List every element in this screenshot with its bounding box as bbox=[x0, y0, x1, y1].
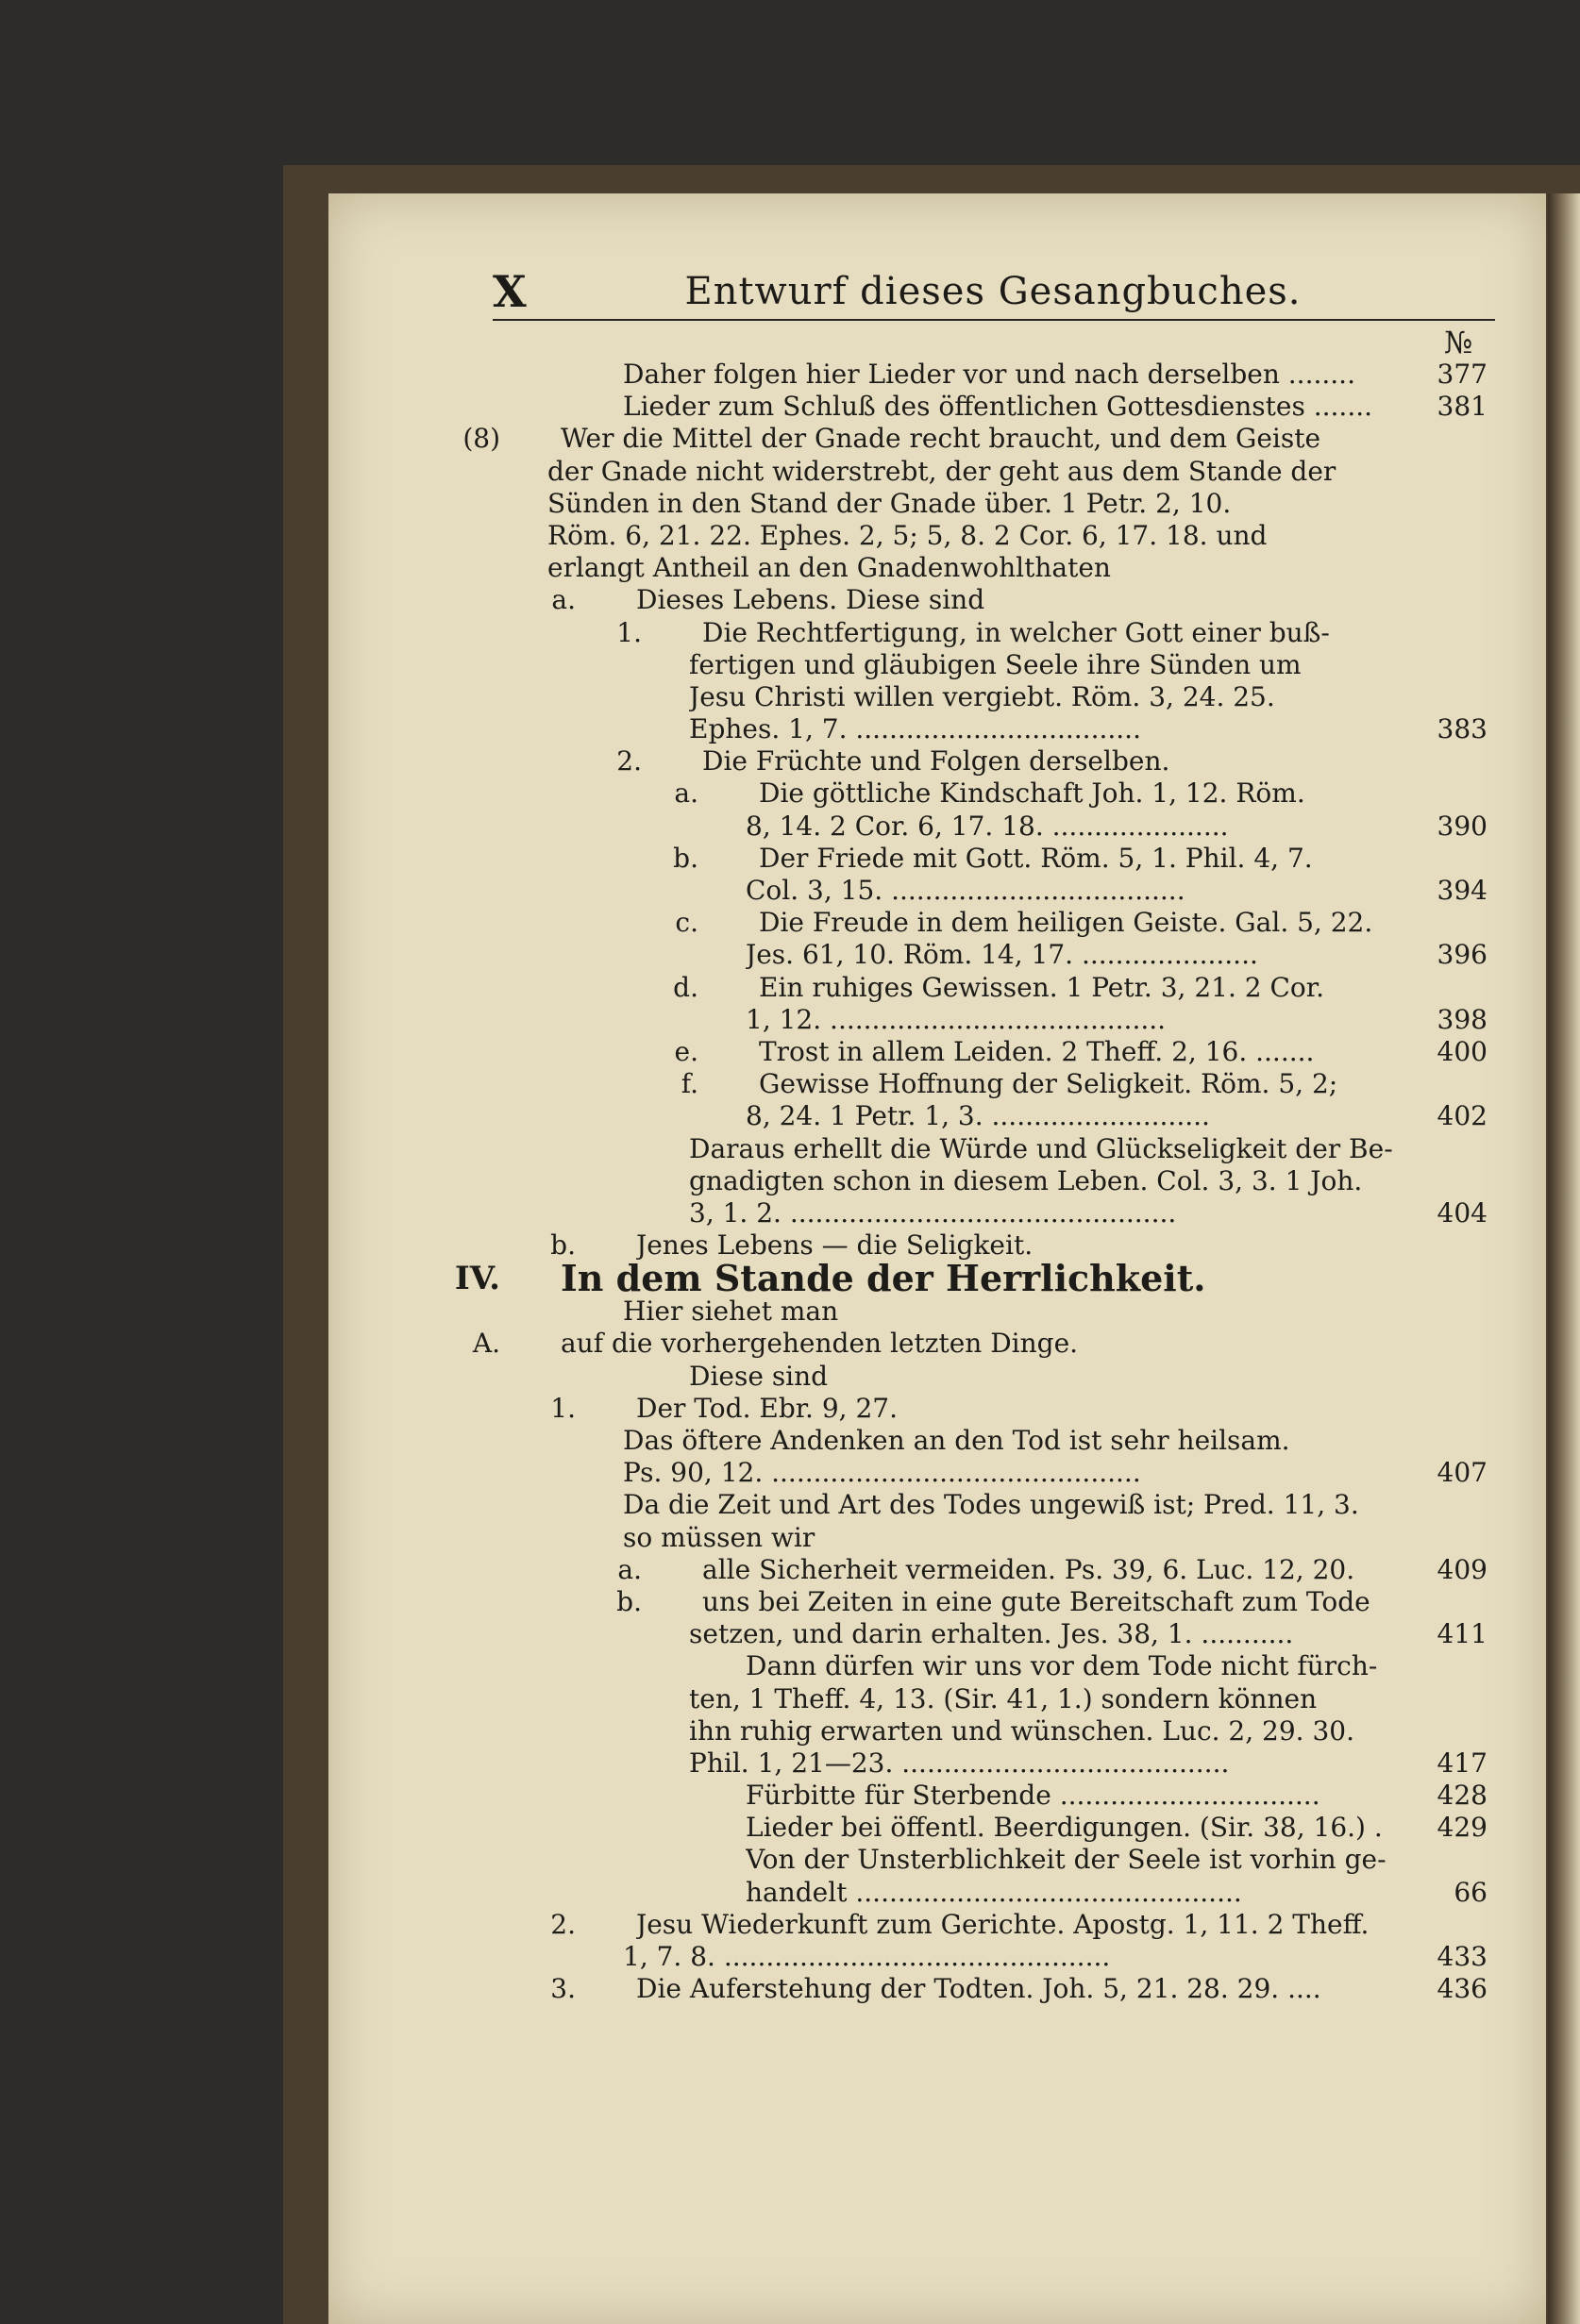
entry-text: Die Freude in dem heiligen Geiste. Gal. 5, 22. bbox=[759, 907, 1373, 939]
hymn-number: 417 bbox=[1437, 1747, 1488, 1779]
toc-line bbox=[510, 359, 1488, 391]
entry-marker: a. bbox=[674, 777, 698, 810]
toc-line bbox=[510, 811, 1488, 843]
hymn-number: 383 bbox=[1437, 713, 1488, 745]
entry-text: so müssen wir bbox=[623, 1521, 815, 1553]
hymn-number: 396 bbox=[1437, 939, 1488, 971]
entry-marker: b. bbox=[673, 842, 698, 874]
toc-line bbox=[510, 939, 1488, 971]
entry-text: Jenes Lebens — die Seligkeit. bbox=[636, 1229, 1034, 1262]
hymn-number: 377 bbox=[1437, 359, 1488, 390]
table-of-contents bbox=[454, 359, 1488, 2005]
toc-line bbox=[510, 520, 1488, 552]
entry-marker: b. bbox=[616, 1585, 642, 1617]
toc-line bbox=[510, 1618, 1488, 1650]
toc-line bbox=[510, 1586, 1488, 1618]
entry-text: Ephes. 1, 7. .................................. bbox=[689, 713, 1141, 745]
entry-text: 1, 12. ........................................ bbox=[746, 1003, 1167, 1035]
toc-line bbox=[510, 1296, 1488, 1328]
entry-text: Diese sind bbox=[689, 1360, 829, 1392]
entry-marker: a. bbox=[551, 584, 576, 616]
header-rule bbox=[493, 319, 1495, 321]
toc-line bbox=[510, 1715, 1488, 1747]
toc-line bbox=[510, 488, 1488, 520]
entry-text: Der Friede mit Gott. Röm. 5, 1. Phil. 4, 7. bbox=[759, 842, 1313, 874]
entry-marker: c. bbox=[675, 907, 698, 939]
entry-text: 1, 7. 8. .............................................. bbox=[623, 1941, 1111, 1972]
entry-marker: 2. bbox=[616, 745, 642, 777]
toc-line bbox=[510, 777, 1488, 810]
toc-line bbox=[510, 713, 1488, 745]
entry-text: Lieder zum Schluß des öffentlichen Gottesdienstes ....... bbox=[623, 391, 1373, 423]
toc-line bbox=[510, 1683, 1488, 1715]
entry-text: Daraus erhellt die Würde und Glückseligkeit der Be- bbox=[689, 1132, 1393, 1164]
entry-text: Von der Unsterblichkeit der Seele ist vorhin ge- bbox=[746, 1844, 1387, 1876]
entry-marker: 1. bbox=[550, 1392, 576, 1424]
toc-line bbox=[510, 649, 1488, 681]
toc-line bbox=[510, 1941, 1488, 1973]
hymn-number: 428 bbox=[1437, 1780, 1488, 1812]
toc-line bbox=[510, 1100, 1488, 1132]
entry-text: Phil. 1, 21—23. ....................................... bbox=[689, 1747, 1230, 1779]
entry-text: Die Auferstehung der Todten. Joh. 5, 21. 28. 29. .... bbox=[636, 1973, 1321, 2005]
toc-line bbox=[510, 456, 1488, 488]
toc-line bbox=[510, 681, 1488, 713]
entry-text: Die Früchte und Folgen derselben. bbox=[702, 745, 1170, 777]
section-heading bbox=[454, 1260, 1488, 1298]
entry-text: Da die Zeit und Art des Todes ungewiß ist; Pred. 11, 3. bbox=[623, 1489, 1359, 1521]
toc-line bbox=[510, 1004, 1488, 1036]
entry-text: der Gnade nicht widerstrebt, der geht aus dem Stande der bbox=[547, 455, 1336, 487]
entry-text: Trost in allem Leiden. 2 Theff. 2, 16. ....... bbox=[759, 1035, 1315, 1067]
page-header bbox=[493, 266, 1493, 323]
toc-line bbox=[510, 391, 1488, 423]
running-title: Entwurf dieses Gesangbuches. bbox=[684, 270, 1302, 313]
toc-line bbox=[510, 1909, 1488, 1941]
entry-text: fertigen und gläubigen Seele ihre Sünden um bbox=[689, 648, 1302, 680]
hymn-number: 402 bbox=[1437, 1100, 1488, 1132]
entry-marker: 3. bbox=[550, 1973, 576, 2005]
hymn-number: 436 bbox=[1437, 1973, 1488, 2005]
hymn-number: 407 bbox=[1437, 1457, 1488, 1489]
toc-line bbox=[510, 584, 1488, 616]
toc-line bbox=[510, 1068, 1488, 1100]
toc-line bbox=[510, 1489, 1488, 1521]
entry-text: Ein ruhiges Gewissen. 1 Petr. 3, 21. 2 Cor. bbox=[759, 971, 1324, 1003]
toc-line bbox=[510, 1844, 1488, 1876]
hymn-number: 398 bbox=[1437, 1003, 1488, 1035]
entry-text: uns bei Zeiten in eine gute Bereitschaft zum Tode bbox=[702, 1585, 1370, 1617]
entry-text: Gewisse Hoffnung der Seligkeit. Röm. 5, 2; bbox=[759, 1068, 1338, 1100]
toc-line bbox=[510, 1554, 1488, 1586]
entry-text: alle Sicherheit vermeiden. Ps. 39, 6. Luc. 12, 20. bbox=[702, 1553, 1355, 1585]
toc-line bbox=[510, 1457, 1488, 1489]
entry-marker: e. bbox=[674, 1035, 698, 1067]
entry-marker: 1. bbox=[616, 616, 642, 648]
entry-text: handelt .............................................. bbox=[746, 1876, 1242, 1908]
entry-text: 8, 14. 2 Cor. 6, 17. 18. ..................... bbox=[746, 810, 1229, 842]
hymn-number: 390 bbox=[1437, 810, 1488, 842]
toc-line bbox=[510, 1229, 1488, 1262]
entry-text: Fürbitte für Sterbende ............................... bbox=[746, 1780, 1320, 1812]
hymn-number: 400 bbox=[1437, 1035, 1488, 1067]
hymn-number: 394 bbox=[1437, 875, 1488, 906]
toc-line bbox=[510, 1197, 1488, 1229]
toc-line bbox=[510, 843, 1488, 875]
entry-text: Die Rechtfertigung, in welcher Gott einer buß- bbox=[702, 616, 1330, 648]
hymn-number: 429 bbox=[1437, 1812, 1488, 1844]
entry-marker: A. bbox=[472, 1328, 500, 1360]
toc-line bbox=[510, 1165, 1488, 1197]
entry-marker: 2. bbox=[550, 1908, 576, 1940]
toc-line bbox=[510, 1133, 1488, 1165]
entry-text: erlangt Antheil an den Gnadenwohlthaten bbox=[547, 552, 1111, 584]
entry-text: setzen, und darin erhalten. Jes. 38, 1. ........... bbox=[689, 1618, 1294, 1650]
toc-line bbox=[510, 1747, 1488, 1780]
toc-line bbox=[510, 875, 1488, 907]
toc-line bbox=[510, 1425, 1488, 1457]
entry-marker: (8) bbox=[462, 423, 500, 455]
hymn-number: 404 bbox=[1437, 1196, 1488, 1229]
page-number: X bbox=[493, 266, 527, 317]
toc-line bbox=[510, 1522, 1488, 1554]
entry-text: Daher folgen hier Lieder vor und nach derselben ........ bbox=[623, 359, 1355, 390]
entry-text: Röm. 6, 21. 22. Ephes. 2, 5; 5, 8. 2 Cor. 6, 17. 18. und bbox=[547, 519, 1268, 551]
entry-text: Ps. 90, 12. ............................................ bbox=[623, 1457, 1141, 1489]
entry-text: Jes. 61, 10. Röm. 14, 17. ..................... bbox=[746, 939, 1258, 971]
toc-line bbox=[462, 423, 1488, 455]
page-gutter bbox=[1548, 193, 1580, 2324]
entry-text: Dieses Lebens. Diese sind bbox=[636, 584, 985, 616]
entry-marker: a. bbox=[617, 1553, 642, 1585]
entry-text: Hier siehet man bbox=[623, 1296, 839, 1328]
toc-line bbox=[510, 1973, 1488, 2005]
entry-text: Sünden in den Stand der Gnade über. 1 Petr. 2, 10. bbox=[547, 487, 1232, 519]
entry-text: ihn ruhig erwarten und wünschen. Luc. 2, 29. 30. bbox=[689, 1714, 1355, 1747]
toc-line bbox=[510, 972, 1488, 1004]
hymn-number: 381 bbox=[1437, 391, 1488, 423]
toc-line bbox=[510, 1650, 1488, 1682]
entry-text: 3, 1. 2. .............................................. bbox=[689, 1196, 1177, 1229]
hymn-number: 409 bbox=[1437, 1553, 1488, 1585]
entry-marker: IV. bbox=[454, 1260, 500, 1298]
toc-line bbox=[510, 552, 1488, 584]
entry-text: In dem Stande der Herrlichkeit. bbox=[561, 1262, 1206, 1296]
toc-line bbox=[510, 617, 1488, 649]
entry-text: Lieder bei öffentl. Beerdigungen. (Sir. 38, 16.) . bbox=[746, 1812, 1383, 1844]
entry-marker: f. bbox=[681, 1068, 698, 1100]
hymn-number: 433 bbox=[1437, 1941, 1488, 1972]
entry-text: Der Tod. Ebr. 9, 27. bbox=[636, 1392, 899, 1424]
toc-line bbox=[472, 1328, 1488, 1360]
entry-text: ten, 1 Theff. 4, 13. (Sir. 41, 1.) sondern können bbox=[689, 1682, 1318, 1714]
toc-line bbox=[510, 1393, 1488, 1425]
entry-text: Jesu Christi willen vergiebt. Röm. 3, 24. 25. bbox=[689, 680, 1275, 712]
entry-text: Dann dürfen wir uns vor dem Tode nicht fürch- bbox=[746, 1650, 1378, 1682]
hymn-number: 411 bbox=[1437, 1618, 1488, 1650]
toc-line bbox=[510, 907, 1488, 939]
entry-text: Col. 3, 15. ................................... bbox=[746, 875, 1185, 906]
entry-text: Die göttliche Kindschaft Joh. 1, 12. Röm. bbox=[759, 777, 1305, 810]
entry-marker: b. bbox=[550, 1229, 576, 1262]
toc-line bbox=[510, 1036, 1488, 1068]
toc-line bbox=[510, 1780, 1488, 1812]
entry-text: 8, 24. 1 Petr. 1, 3. .......................... bbox=[746, 1100, 1210, 1132]
entry-text: gnadigten schon in diesem Leben. Col. 3, 3. 1 Joh. bbox=[689, 1164, 1363, 1196]
number-column-label: № bbox=[1444, 325, 1473, 360]
toc-line bbox=[510, 745, 1488, 777]
entry-text: Jesu Wiederkunft zum Gerichte. Apostg. 1, 11. 2 Theff. bbox=[636, 1908, 1370, 1940]
hymn-number: 66 bbox=[1454, 1876, 1488, 1908]
entry-text: auf die vorhergehenden letzten Dinge. bbox=[561, 1328, 1079, 1360]
toc-line bbox=[510, 1812, 1488, 1844]
toc-line bbox=[510, 1361, 1488, 1393]
entry-text: Wer die Mittel der Gnade recht braucht, und dem Geiste bbox=[561, 423, 1321, 455]
entry-marker: d. bbox=[673, 971, 698, 1003]
entry-text: Das öftere Andenken an den Tod ist sehr heilsam. bbox=[623, 1425, 1290, 1456]
toc-line bbox=[510, 1877, 1488, 1909]
